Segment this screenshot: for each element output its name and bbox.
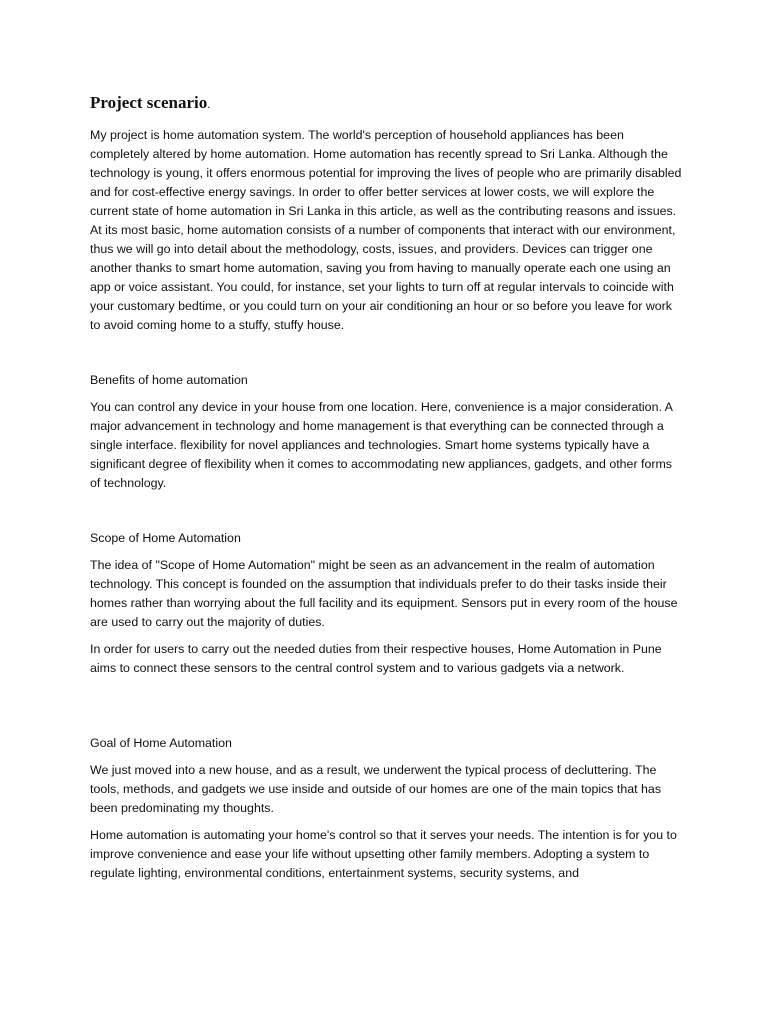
scope-paragraph-1: The idea of "Scope of Home Automation" might be seen as an advancement in the realm of automation technology. This concept is founded on the assumption that individuals prefer to do their tasks inside their homes rather than worrying about the full facility and its equipment. Sensors put in every room of the house are used to carry out the majority of duties. (90, 558, 678, 629)
scope-paragraph-2: In order for users to carry out the needed duties from their respective houses, Home Automation in Pune aims to connect these sensors to the central control system and to various gadgets via a network. (90, 642, 662, 675)
intro-paragraph: My project is home automation system. The world's perception of household appliances has been completely altered by home automation. Home automation has recently spread to Sri Lanka. Although the technology is young, it offers enormous potential for improving the lives of people who are primarily disabled and for cost-effective energy savings. In order to offer better services at lower costs, we will explore the current state of home automation in Sri Lanka in this article, as well as the contributing reasons and issues. At its most basic, home automation consists of a number of components that interact with our environment, thus we will go into detail about the methodology, costs, issues, and providers. Devices can trigger one another thanks to smart home automation, saving you from having to manually operate each one using an app or voice assistant. You could, for instance, set your lights to turn off at regular intervals to coincide with your customary bedtime, or you could turn on your air conditioning an hour or so before you leave for work to avoid coming home to a stuffy, stuffy house. (90, 128, 682, 332)
spacer (90, 501, 682, 529)
section-heading-benefits: Benefits of home automation (90, 373, 248, 387)
document-page (90, 92, 682, 891)
page-title-text: Project scenario (90, 93, 208, 112)
section-heading-goal: Goal of Home Automation (90, 736, 232, 750)
page-title (90, 92, 682, 115)
goal-paragraph-2: Home automation is automating your home's control so that it serves your needs. The intention is for you to improve convenience and ease your life without upsetting other family members. Adopting a system to regulate lighting, environmental conditions, entertainment systems, security systems, and (90, 828, 677, 880)
spacer (90, 686, 682, 734)
page-title-suffix: . (207, 97, 211, 111)
benefits-paragraph: You can control any device in your house from one location. Here, convenience is a major consideration. A major advancement in technology and home management is that everything can be connected through a single interface. flexibility for novel appliances and technologies. Smart home systems typically have a significant degree of flexibility when it comes to accommodating new appliances, gadgets, and other forms of technology. (90, 400, 673, 490)
spacer (90, 343, 682, 371)
goal-paragraph-1: We just moved into a new house, and as a result, we underwent the typical process of decluttering. The tools, methods, and gadgets we use inside and outside of our homes are one of the main topics that has been predominating my thoughts. (90, 763, 662, 815)
section-heading-scope: Scope of Home Automation (90, 531, 241, 545)
